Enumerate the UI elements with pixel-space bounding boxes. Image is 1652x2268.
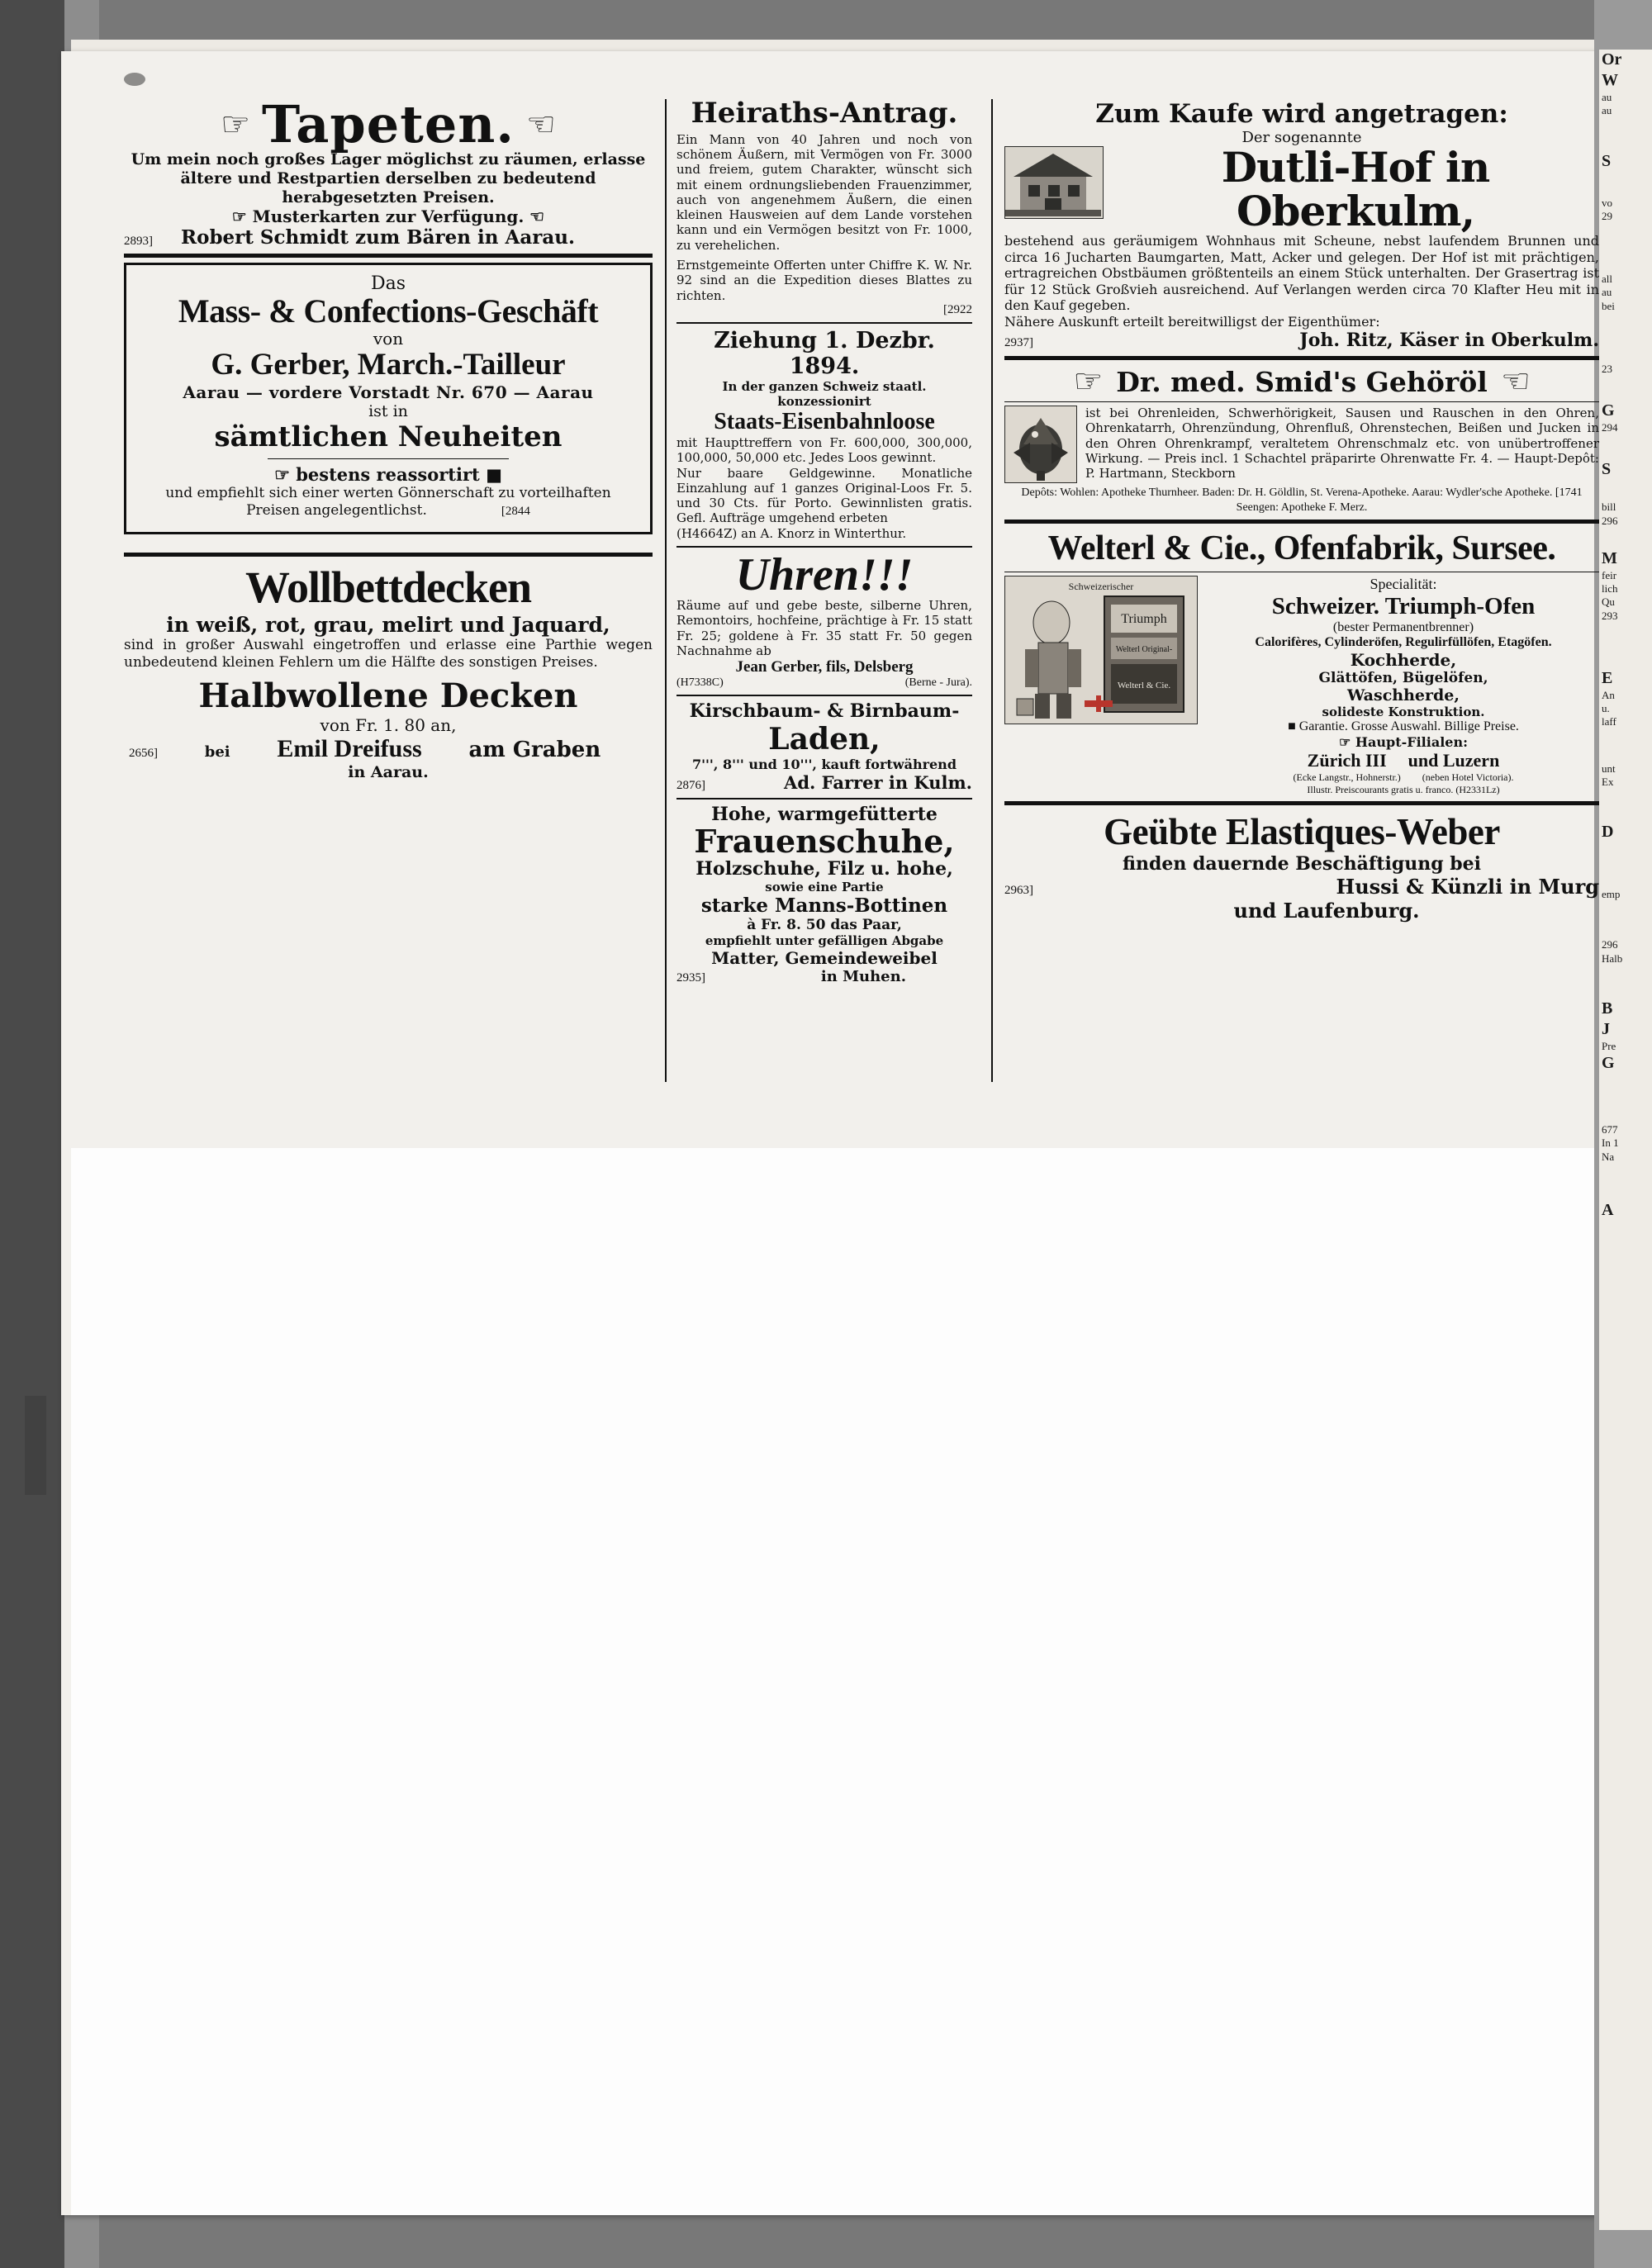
strip-line: bill bbox=[1602, 501, 1616, 514]
ad-line: solideste Konstruktion. bbox=[1322, 705, 1485, 720]
strip-line: au bbox=[1602, 104, 1612, 117]
strip-line bbox=[1599, 729, 1652, 762]
ad-branch-zurich-detail: (Ecke Langstr., Hohnerstr.) bbox=[1293, 771, 1401, 784]
neighbouring-column-strip bbox=[1599, 50, 1652, 2230]
ad-signature: Emil Dreifuss bbox=[277, 735, 422, 763]
divider bbox=[676, 546, 972, 548]
ad-staatslotterie bbox=[676, 328, 972, 541]
ad-sizes: 7''', 8''' und 10''', kauft fortwährend bbox=[692, 757, 957, 773]
pointing-hand-icon: ☞ bbox=[1338, 734, 1351, 751]
ad-body: mit Haupttreffern von Fr. 600,000, 300,000, 100,000, 50,000 etc. Jedes Loos gewinnt. bbox=[676, 434, 972, 466]
strip-line bbox=[1599, 901, 1652, 938]
strip-line: 677 bbox=[1602, 1123, 1618, 1136]
tapeten-headline-row bbox=[124, 94, 653, 154]
ad-line: ist in bbox=[368, 402, 408, 421]
svg-text:Triumph: Triumph bbox=[1121, 612, 1167, 627]
ad-line: starke Manns-Bottinen bbox=[700, 894, 948, 918]
ad-highlight: sämtlichen Neuheiten bbox=[214, 420, 563, 454]
ad-body: finden dauernde Beschäftigung bei bbox=[1122, 853, 1482, 875]
square-ornament-icon: ■ bbox=[1288, 719, 1296, 734]
ad-property-name: Dutli-Hof in Oberkulm, bbox=[1221, 143, 1490, 235]
ad-title: Tapeten. bbox=[262, 94, 515, 154]
ad-depots: Depôts: Wohlen: Apotheke Thurnheer. Baden: Dr. H. Göldlin, St. Verena-Apotheke. Aarau: Wydler'sche Apotheke. [1741 Seengen: Apotheke F. Merz. bbox=[1021, 486, 1583, 514]
strip-line: M bbox=[1602, 548, 1617, 567]
ad-body: ist bei Ohrenleiden, Schwerhörigkeit, Sausen und Rauschen in den Ohren, Ohrenkatarrh, Ohrenzündung, Ohrenfluß, Ohrenstechen, Beißen und Jucken in den Ohren Ohrenkrampf, veraltetem Ohrenschmalz etc. von unübertroffener Wirkung. — Preis incl. 1 Schachtel präparirte Ohrenwatte Fr. 4. — Haupt-Depôt: P. Hartmann, Steckborn bbox=[1085, 406, 1599, 482]
ad-reference-number: 2893] bbox=[124, 235, 153, 249]
column-2 bbox=[665, 99, 972, 1082]
strip-line: G bbox=[1602, 401, 1615, 420]
ad-title: Mass- & Confections-Geschäft bbox=[178, 292, 599, 330]
strip-line: An bbox=[1602, 688, 1615, 701]
svg-text:Welterl & Cie.: Welterl & Cie. bbox=[1117, 681, 1171, 691]
strip-line: B bbox=[1602, 999, 1613, 1018]
strip-line: D bbox=[1602, 823, 1614, 841]
divider bbox=[676, 798, 972, 799]
ad-lead-in: Das bbox=[370, 273, 406, 295]
ad-subtitle: in weiß, rot, grau, melirt und Jaquard, bbox=[166, 612, 610, 637]
ad-welterl-ofenfabrik bbox=[1004, 529, 1599, 796]
ad-wollbettdecken bbox=[124, 562, 653, 782]
ad-signature: Ad. Farrer in Kulm. bbox=[784, 772, 972, 794]
ad-subtitle: Hohe, warmgefütterte bbox=[711, 804, 938, 826]
ad-signature: Robert Schmidt zum Bären in Aarau. bbox=[181, 226, 575, 249]
strip-line bbox=[1599, 223, 1652, 273]
ad-proprietor: G. Gerber, March.-Tailleur bbox=[211, 348, 566, 382]
divider bbox=[1004, 401, 1599, 402]
ad-line: empfiehlt unter gefälligen Abgabe bbox=[705, 933, 944, 949]
ad-body-secondary: Nur baare Geldgewinne. Monatliche Einzahlung auf 1 ganzes Original-Loos Fr. 5. und 30 Cts. für Porto. Gewinnlisten gratis. Gefl. Aufträge umgehend erbeten bbox=[676, 465, 972, 526]
ad-region: (Berne - Jura). bbox=[904, 676, 972, 690]
ad-signature: Joh. Ritz, Käser in Oberkulm. bbox=[1299, 330, 1599, 352]
ad-body-secondary: Ernstgemeinte Offerten unter Chiffre K. W. Nr. 92 sind an die Expedition dieses Blattes zu richten. bbox=[676, 258, 972, 303]
ad-bei-label: bei bbox=[204, 743, 230, 762]
ad-reference-number: 2937] bbox=[1004, 336, 1033, 350]
divider bbox=[268, 458, 510, 459]
ad-line bbox=[1208, 719, 1599, 734]
strip-line: vo bbox=[1602, 196, 1612, 209]
ad-line-musterkarten bbox=[124, 206, 653, 226]
ad-reference-number: 2656] bbox=[129, 747, 158, 761]
strip-line bbox=[1599, 118, 1652, 151]
ad-reference-number: 2935] bbox=[676, 971, 705, 985]
ad-reference-number: (H7338C) bbox=[676, 676, 724, 690]
ad-body: Ein Mann von 40 Jahren und noch von schönem Äußern, mit Vermögen von Fr. 3000 und freiem, gutem Charakter, wünscht sich mit einem ordnungsliebenden Frauenzimmer, auch von angenehmem Äußern, die einen kleinen Hausweien auf dem Lande vorstehen kann und ein Vermögen besitzt von Fr. 1000, zu verehelichen. bbox=[676, 131, 972, 253]
divider bbox=[676, 322, 972, 324]
ad-title: Heiraths-Antrag. bbox=[691, 97, 958, 130]
strip-line: 294 bbox=[1602, 421, 1618, 434]
strip-line bbox=[1599, 376, 1652, 401]
divider bbox=[1004, 356, 1599, 360]
ad-title: Laden, bbox=[768, 722, 881, 757]
ad-body: Räume auf und gebe beste, silberne Uhren, Remontoirs, hochfeine, prächtige à Fr. 15 statt Fr. 25; goldene à Fr. 35 statt Fr. 50 gegen Nachnahme ab bbox=[676, 598, 972, 658]
ad-line: Um mein noch großes Lager möglichst zu räumen, erlasse bbox=[131, 150, 646, 168]
ad-line: ältere und Restpartien derselben zu bedeutend herabgesetzten Preisen. bbox=[180, 168, 596, 206]
ad-product-list: Kochherde, bbox=[1350, 650, 1457, 671]
ad-line-text: Musterkarten zur Verfügung. bbox=[252, 206, 525, 227]
ad-title: Staats-Eisenbahnloose bbox=[714, 408, 935, 434]
ad-reference-number: 2876] bbox=[676, 779, 705, 793]
ad-product-subtitle: (bester Permanentbrenner) bbox=[1332, 620, 1474, 635]
advertisement-area bbox=[124, 94, 1599, 1082]
ad-highlight: Halbwollene Decken bbox=[198, 676, 578, 716]
ad-title: Zum Kaufe wird angetragen: bbox=[1095, 99, 1508, 129]
pointing-hand-icon: ☞ bbox=[525, 106, 556, 143]
ad-von-label: von bbox=[373, 329, 404, 349]
strip-line: emp bbox=[1602, 888, 1621, 900]
ad-signature: Jean Gerber, fils, Delsberg bbox=[735, 658, 914, 676]
ad-dutli-hof bbox=[1004, 99, 1599, 351]
strip-line: S bbox=[1602, 460, 1612, 479]
ad-product-list: Glättöfen, Bügelöfen, bbox=[1318, 670, 1488, 687]
column-1 bbox=[124, 94, 653, 1082]
stove-illustration-icon bbox=[1004, 576, 1198, 724]
ad-price-line: von Fr. 1. 80 an, bbox=[320, 715, 457, 736]
column-3 bbox=[991, 99, 1599, 1082]
svg-text:Schweizerischer: Schweizerischer bbox=[1068, 581, 1134, 593]
pointing-hand-icon: ☞ bbox=[231, 206, 247, 227]
strip-line bbox=[1599, 434, 1652, 459]
ad-product-name: Schweizer. Triumph-Ofen bbox=[1271, 593, 1536, 620]
ad-branch-zurich: Zürich III bbox=[1307, 750, 1387, 771]
ad-reference-number: 2963] bbox=[1004, 884, 1033, 898]
strip-line: Or bbox=[1602, 50, 1622, 69]
ad-location-graben: am Graben bbox=[468, 738, 601, 763]
ad-body: sind in großer Auswahl eingetroffen und erlasse eine Parthie wegen unbedeutend kleinen Fehlern um die Hälfte des sonstigen Preises. bbox=[124, 636, 653, 671]
ad-signature: Hussi & Künzli in Murg bbox=[1336, 875, 1599, 899]
strip-line: Ex bbox=[1602, 775, 1614, 788]
strip-line: bei bbox=[1602, 299, 1615, 312]
ad-body-secondary: Nähere Auskunft erteilt bereitwilligst der Eigenthümer: bbox=[1004, 313, 1380, 330]
ad-reference-number: [2922 bbox=[943, 302, 972, 316]
strip-line: A bbox=[1602, 1200, 1614, 1219]
strip-line: Halb bbox=[1602, 951, 1623, 965]
ad-product-list: Calorifères, Cylinderöfen, Regulirfüllöfen, Etagöfen. bbox=[1255, 635, 1552, 650]
strip-line bbox=[1599, 789, 1652, 822]
strip-line: Na bbox=[1602, 1150, 1615, 1163]
strip-line: G bbox=[1602, 1054, 1615, 1072]
strip-line: au bbox=[1602, 91, 1612, 103]
ad-branch-luzern: und Luzern bbox=[1408, 750, 1500, 771]
divider bbox=[676, 695, 972, 696]
strip-line: laff bbox=[1602, 715, 1616, 728]
ad-draw-date: Ziehung 1. Dezbr. 1894. bbox=[714, 327, 935, 379]
scan-artifact bbox=[25, 1396, 46, 1495]
strip-line bbox=[1599, 313, 1652, 363]
ad-elastiques-weber bbox=[1004, 810, 1599, 923]
strip-line bbox=[1599, 528, 1652, 548]
ad-line: sowie eine Partie bbox=[765, 880, 884, 895]
strip-line: 296 bbox=[1602, 938, 1618, 951]
ad-tapeten bbox=[124, 94, 653, 249]
ad-signature: Matter, Gemeindeweibel bbox=[711, 948, 938, 969]
ad-uhren bbox=[676, 549, 972, 690]
svg-text:Welterl Original-: Welterl Original- bbox=[1115, 645, 1173, 655]
ad-line: Holzschuhe, Filz u. hohe, bbox=[695, 858, 953, 880]
strip-line bbox=[1599, 172, 1652, 197]
ad-subtitle: In der ganzen Schweiz staatl. konzessionirt bbox=[722, 378, 927, 409]
strip-line: 296 bbox=[1602, 514, 1618, 527]
ad-heiraths-antrag bbox=[676, 99, 972, 317]
ad-line-text: Haupt-Filialen: bbox=[1355, 734, 1468, 751]
strip-line: S bbox=[1602, 151, 1612, 170]
strip-line: u. bbox=[1602, 702, 1610, 714]
strip-line bbox=[1599, 1074, 1652, 1123]
ad-line-text: Garantie. Grosse Auswahl. Billige Preise. bbox=[1298, 719, 1519, 734]
ad-location: in Muhen. bbox=[820, 968, 906, 986]
ad-line-text: bestens reassortirt bbox=[296, 464, 480, 486]
pointing-hand-icon: ☞ bbox=[274, 464, 290, 486]
ad-title: Dr. med. Smid's Gehöröl bbox=[1116, 365, 1488, 398]
ad-line bbox=[136, 464, 640, 485]
strip-line: Pre bbox=[1602, 1039, 1616, 1052]
ad-footer-line: Preisen angelegentlichst. bbox=[246, 502, 427, 520]
page-blank-lower-area bbox=[71, 1148, 1599, 2215]
ad-gerber bbox=[124, 263, 653, 534]
ad-location: in Aarau. bbox=[348, 763, 429, 782]
ad-product-list: Waschherde, bbox=[1347, 686, 1460, 705]
ad-title: Uhren!!! bbox=[735, 549, 914, 601]
ad-branch-luzern-detail: (neben Hotel Victoria). bbox=[1422, 771, 1514, 784]
pointing-hand-icon: ☞ bbox=[1500, 363, 1531, 401]
ad-title: Welterl & Cie., Ofenfabrik, Sursee. bbox=[1047, 529, 1556, 568]
strip-line bbox=[1599, 623, 1652, 668]
strip-line bbox=[1599, 966, 1652, 999]
strip-line: W bbox=[1602, 71, 1618, 89]
ad-subtitle: Kirschbaum- & Birnbaum- bbox=[689, 700, 960, 723]
scan-gutter-dark bbox=[0, 0, 64, 2268]
strip-line: all bbox=[1602, 273, 1612, 285]
ad-branches-label bbox=[1208, 734, 1599, 750]
strip-line: 23 bbox=[1602, 362, 1612, 375]
strip-line: Qu bbox=[1602, 595, 1615, 609]
ad-reference-number: [2844 bbox=[501, 505, 530, 519]
ad-catalog-note: Illustr. Preiscourants gratis u. franco. (H2331Lz) bbox=[1307, 784, 1500, 796]
square-ornament-icon: ■ bbox=[486, 464, 502, 486]
strip-line: au bbox=[1602, 286, 1612, 299]
strip-line: unt bbox=[1602, 762, 1616, 775]
strip-line bbox=[1599, 480, 1652, 501]
ad-specialty-label: Specialität: bbox=[1370, 576, 1437, 593]
ad-title: Frauenschuhe, bbox=[694, 823, 955, 861]
ad-body: bestehend aus geräumigem Wohnhaus mit Scheune, nebst laufendem Brunnen und circa 16 Jucharten Baumgarten, Matt, Acker und gelegen. Der Hof ist mit prächtigen, ertragreichen Obstbäumen größtenteils an einem Stück unterhalten. Der Grasertrag ist für 12 Stück Großvieh ausreichend. Auf Verlangen werden circa 70 Klafter Heu mit in den Kauf gegeben. bbox=[1004, 233, 1599, 314]
divider bbox=[124, 254, 653, 258]
strip-line: E bbox=[1602, 668, 1613, 687]
strip-line: feir bbox=[1602, 568, 1617, 581]
ad-frauenschuhe bbox=[676, 804, 972, 985]
ad-signature-second-line: und Laufenburg. bbox=[1233, 899, 1420, 923]
ad-title: Geübte Elastiques-Weber bbox=[1104, 811, 1500, 853]
strip-line: In 1 bbox=[1602, 1136, 1619, 1150]
ad-gehoeroel bbox=[1004, 365, 1599, 515]
pointing-hand-icon: ☞ bbox=[529, 206, 545, 227]
ad-contact: (H4664Z) an A. Knorz in Winterthur. bbox=[676, 525, 907, 541]
strip-line: 293 bbox=[1602, 609, 1618, 622]
strip-line: J bbox=[1602, 1019, 1610, 1038]
divider bbox=[1004, 801, 1599, 805]
eagle-trademark-icon bbox=[1004, 406, 1077, 483]
pointing-hand-icon: ☞ bbox=[221, 106, 251, 143]
divider bbox=[1004, 520, 1599, 524]
strip-line: lich bbox=[1602, 582, 1618, 595]
strip-line: 29 bbox=[1602, 209, 1612, 222]
farmhouse-illustration-icon bbox=[1004, 146, 1104, 219]
ad-title: Wollbettdecken bbox=[245, 562, 531, 612]
ad-lead-in: Der sogenannte bbox=[1241, 129, 1362, 146]
ad-laden bbox=[676, 700, 972, 793]
divider bbox=[124, 553, 653, 557]
pointing-hand-icon: ☞ bbox=[1073, 363, 1104, 401]
strip-line bbox=[1599, 842, 1652, 888]
scan-artifact bbox=[124, 73, 145, 86]
ad-price-line: à Fr. 8. 50 das Paar, bbox=[747, 917, 902, 934]
ad-address: Aarau — vordere Vorstadt Nr. 670 — Aarau bbox=[183, 382, 594, 403]
ad-footer-line: und empfiehlt sich einer werten Gönnerschaft zu vorteilhaften bbox=[165, 485, 611, 502]
